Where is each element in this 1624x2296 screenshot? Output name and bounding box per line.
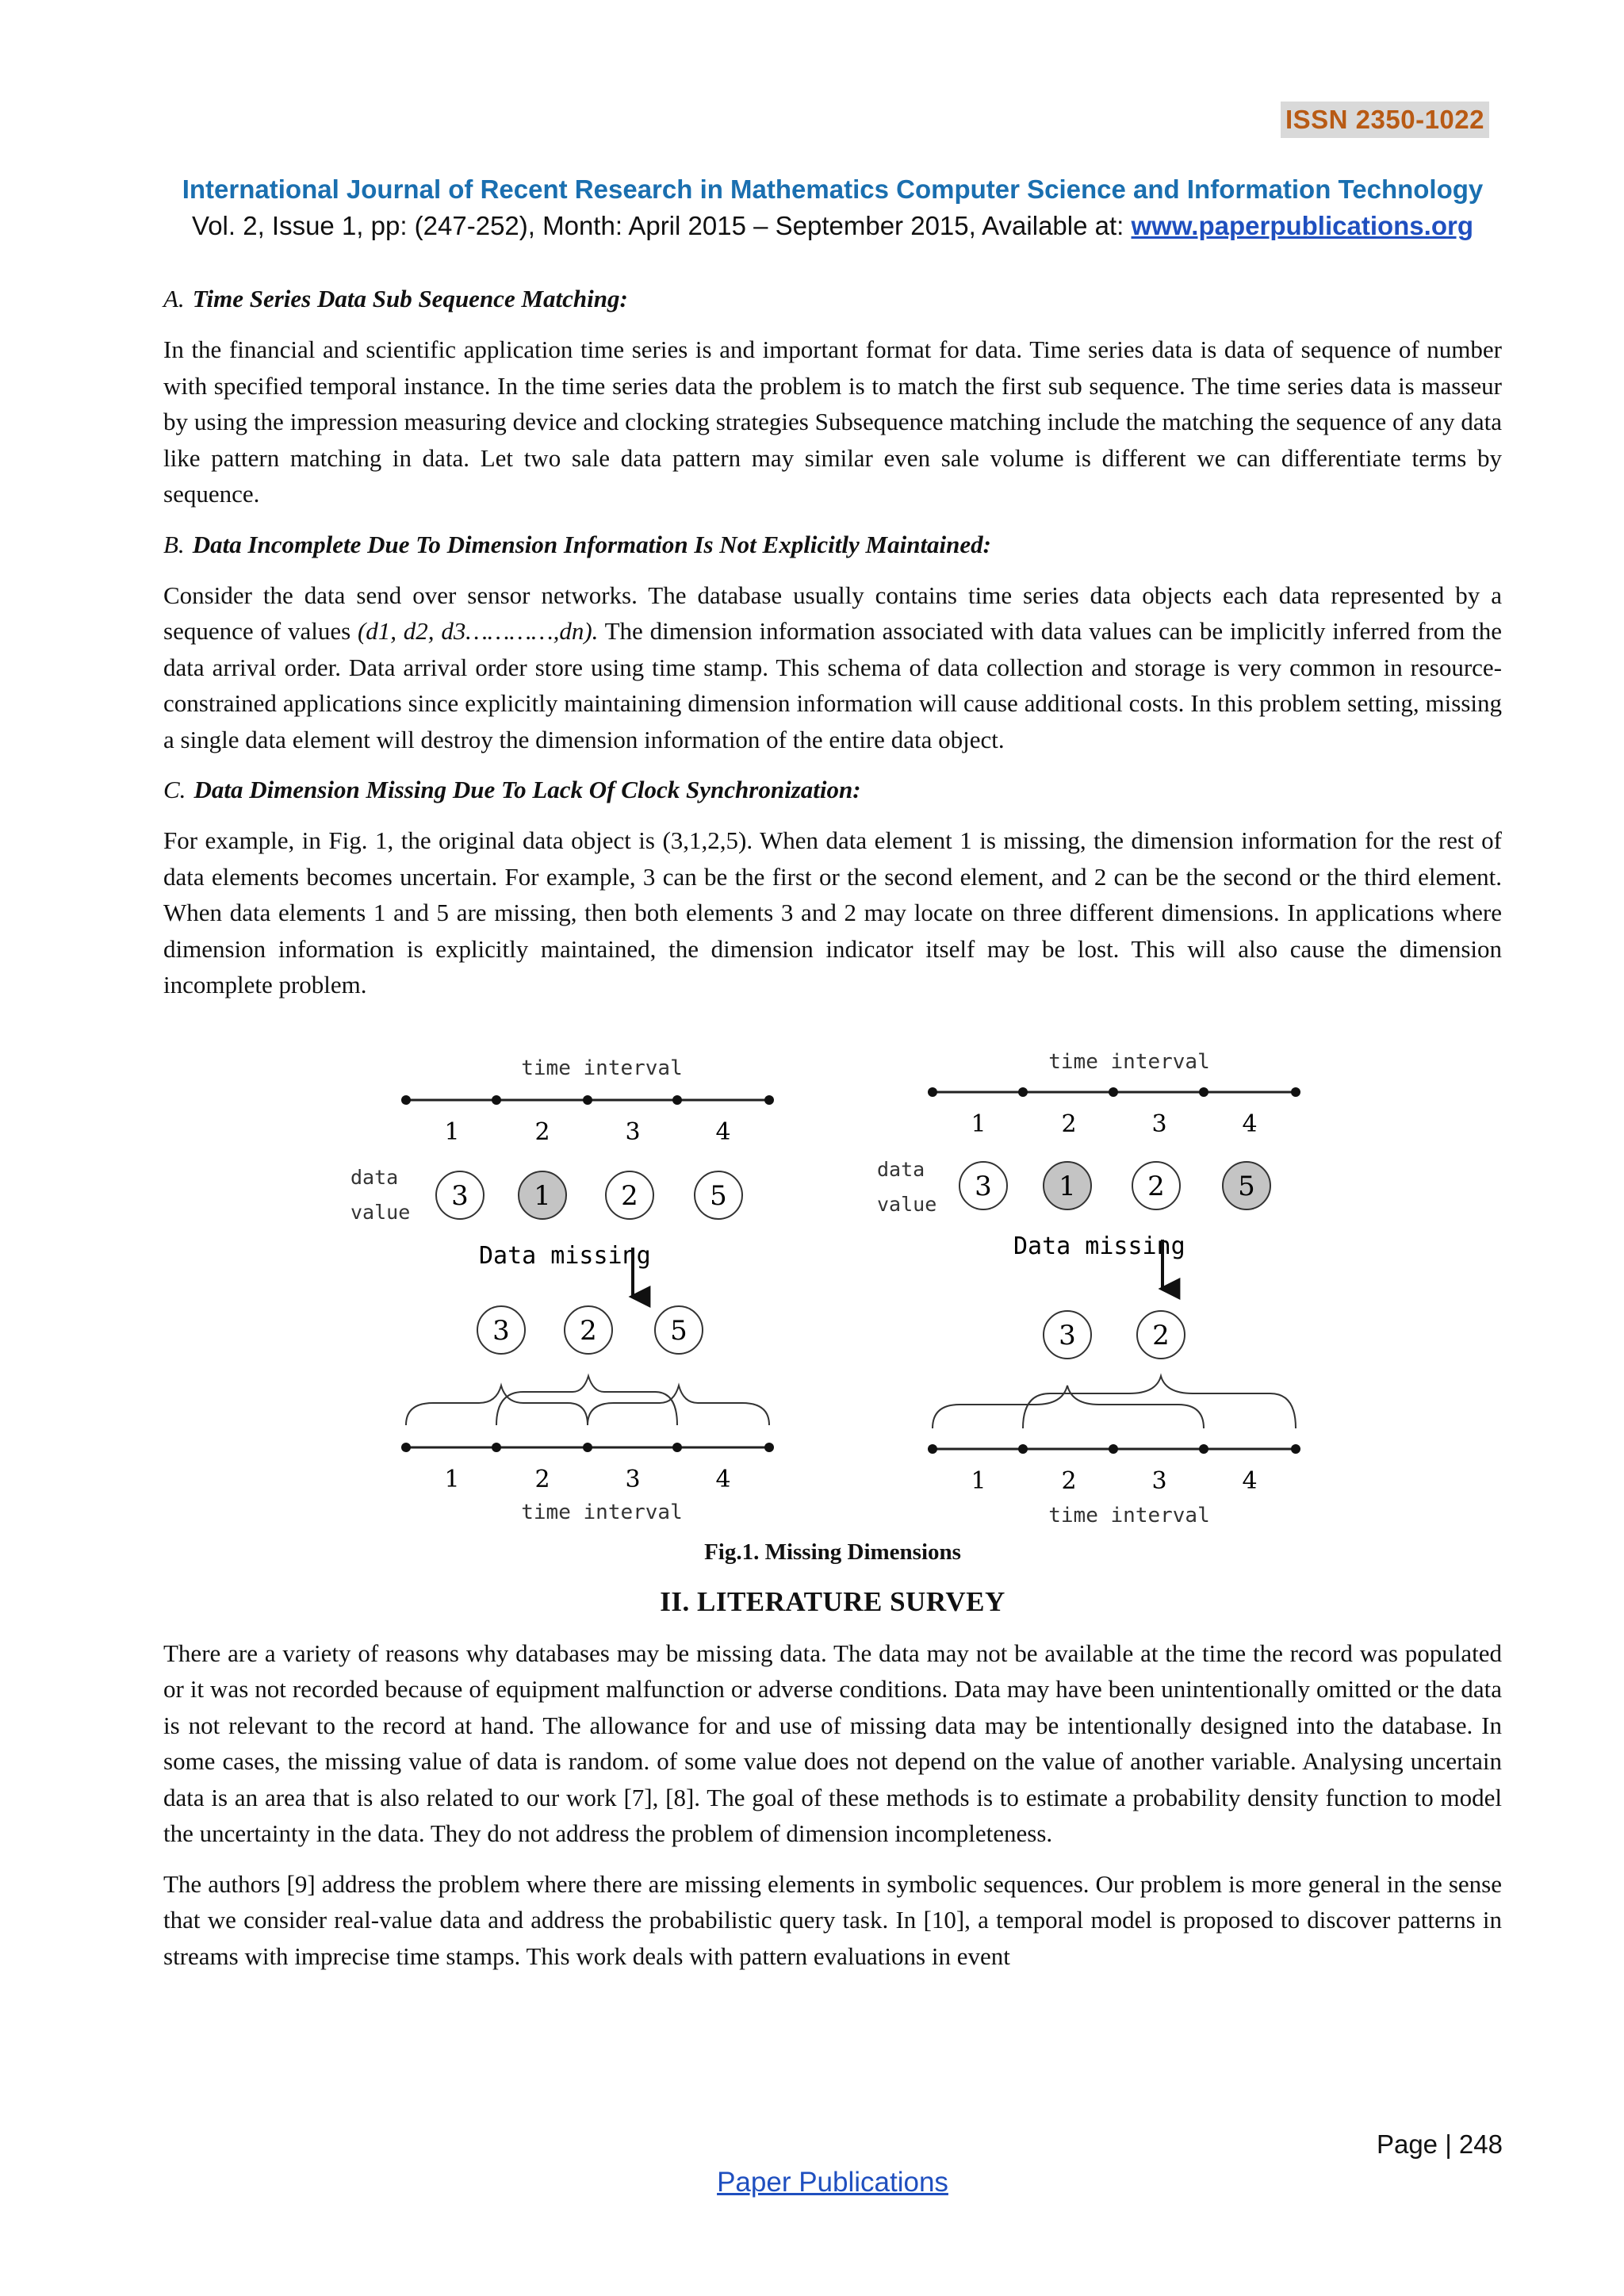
tick-label: 4 xyxy=(1242,1110,1258,1138)
timeline-dot xyxy=(583,1443,592,1452)
subsection-b-body xyxy=(163,577,1502,758)
timeline-dot xyxy=(672,1095,682,1105)
data-value: 2 xyxy=(1152,1319,1170,1351)
figure-missing-dimensions xyxy=(163,1027,1502,1535)
timeline-dot xyxy=(401,1443,411,1452)
value-label: value xyxy=(877,1192,937,1216)
timeline-dot xyxy=(1018,1087,1028,1097)
tick-label: 2 xyxy=(1061,1110,1077,1138)
data-value: 3 xyxy=(451,1179,469,1212)
subsection-c-body: For example, in Fig. 1, the original data object is (3,1,2,5). When data element 1 is missing, the dimension information for the rest of data elements becomes uncertain. For example, 3 can be the first or the second element, and 2 can be the second or the third element. When data elements 1 and 5 are missing, then both elements 3 and 2 may locate on three different dimensions. In applications where dimension information is explicitly maintained, the dimension indicator itself may be lost. This will also cause the dimension incomplete problem. xyxy=(163,826,1502,999)
body-text: The dimension information associated with data values can be implicitly inferred from the data arrival order. Data arrival order store using time stamp. This schema of data collection and storage is very common in resource-constrained applications since explicitly maintaining dimension information will cause additional costs. In this problem setting, missing a single data element will destroy the dimension information of the entire data object. xyxy=(163,617,1503,753)
figure-diagram xyxy=(163,1027,1502,1535)
timeline-dot xyxy=(492,1443,501,1452)
subsection-title: Data Dimension Missing Due To Lack Of Clock Synchronization: xyxy=(193,776,861,803)
timeline-dot xyxy=(764,1095,774,1105)
subsection-b-heading xyxy=(163,527,1502,563)
range-brace xyxy=(933,1386,1204,1428)
tick-label: 3 xyxy=(625,1465,641,1493)
data-value: 5 xyxy=(710,1179,727,1212)
article-body xyxy=(163,281,1502,1988)
timeline-dot xyxy=(1291,1087,1300,1097)
timeline-dot xyxy=(1109,1444,1118,1454)
tick-label: 3 xyxy=(1151,1466,1167,1495)
data-value: 2 xyxy=(621,1179,638,1212)
tick-label: 2 xyxy=(534,1117,550,1146)
sequence-notation: (d1, d2, d3…………,dn). xyxy=(357,617,599,645)
data-missing-label: Data missing xyxy=(1013,1232,1185,1260)
timeline-dot xyxy=(1109,1087,1118,1097)
data-value: 2 xyxy=(580,1314,597,1347)
timeline-dot xyxy=(583,1095,592,1105)
data-label: data xyxy=(877,1157,925,1181)
data-value: 1 xyxy=(1059,1170,1076,1202)
data-value: 2 xyxy=(1147,1170,1165,1202)
subsection-title: Data Incomplete Due To Dimension Information Is Not Explicitly Maintained: xyxy=(192,530,991,558)
data-value: 5 xyxy=(1238,1170,1255,1202)
tick-label: 4 xyxy=(1242,1466,1258,1495)
tick-label: 1 xyxy=(971,1110,986,1138)
data-label: data xyxy=(350,1165,399,1189)
time-interval-label: time interval xyxy=(521,1500,683,1524)
section-heading-literature-survey: II. LITERATURE SURVEY xyxy=(660,1585,1005,1617)
timeline-dot xyxy=(1018,1444,1028,1454)
data-value: 1 xyxy=(534,1179,551,1212)
page-number: Page | 248 xyxy=(1376,2129,1503,2159)
right-panel xyxy=(877,1050,1300,1527)
timeline-dot xyxy=(672,1443,682,1452)
timeline-dot xyxy=(1291,1444,1300,1454)
timeline-dot xyxy=(764,1443,774,1452)
figure-caption: Fig.1. Missing Dimensions xyxy=(704,1539,961,1565)
timeline-dot xyxy=(1199,1444,1208,1454)
journal-title: International Journal of Recent Research in Mathematics Computer Science and Information Technology xyxy=(182,174,1484,204)
value-label: value xyxy=(350,1200,411,1224)
data-value: 3 xyxy=(975,1170,992,1202)
data-value: 5 xyxy=(670,1314,688,1347)
subsection-title: Time Series Data Sub Sequence Matching: xyxy=(192,285,628,312)
tick-label: 1 xyxy=(971,1466,986,1495)
tick-label: 4 xyxy=(715,1465,731,1493)
survey-paragraph-2: The authors [9] address the problem where there are missing elements in symbolic sequences. Our problem is more general in the sense that we consider real-value data and address the probabilistic query task. In [10], a temporal model is proposed to discover patterns in streams with imprecise time stamps. This work deals with pattern evaluations in event xyxy=(163,1869,1502,1970)
tick-label: 3 xyxy=(1151,1110,1167,1138)
tick-label: 2 xyxy=(1061,1466,1077,1495)
time-interval-label: time interval xyxy=(1048,1049,1210,1074)
tick-label: 1 xyxy=(444,1465,460,1493)
tick-label: 3 xyxy=(625,1117,641,1146)
subsection-label: C. xyxy=(163,776,186,803)
data-value: 3 xyxy=(1059,1319,1076,1351)
timeline-dot xyxy=(401,1095,411,1105)
time-interval-label: time interval xyxy=(521,1056,683,1080)
tick-label: 4 xyxy=(715,1117,731,1146)
volume-line xyxy=(0,211,1624,241)
left-panel xyxy=(350,1056,774,1524)
timeline-dot xyxy=(928,1087,937,1097)
subsection-a-body: In the financial and scientific application time series is and important format for data. Time series data is data of sequence of number with specified temporal instance. In the time series data the problem is to match the first sub sequence. The time series data is masseur by using the impression measuring device and clocking strategies Subsequence matching include the matching the sequence of any data like pattern matching in data. Let two sale data pattern may similar even sale volume is different we can differentiate terms by sequence. xyxy=(163,335,1502,508)
survey-paragraph-1: There are a variety of reasons why databases may be missing data. The data may not be available at the time the record was populated or it was not recorded because of equipment malfunction or adverse conditions. Data may have been unintentionally omitted or the data is not relevant to the record at hand. The allowance for and use of missing data may be intentionally designed into the database. In some cases, the missing value of data is random. of some value does not depend on the value of another variable. Analysing uncertain data is an area that is also related to our work [7], [8]. The goal of these methods is to estimate a probability density function to model the uncertainty in the data. They do not address the problem of dimension incompleteness. xyxy=(163,1639,1502,1847)
timeline-dot xyxy=(492,1095,501,1105)
timeline-dot xyxy=(928,1444,937,1454)
journal-website-link[interactable]: www.paperpublications.org xyxy=(1131,211,1473,240)
timeline-dot xyxy=(1199,1087,1208,1097)
volume-info: Vol. 2, Issue 1, pp: (247-252), Month: April 2015 – September 2015, Available at: xyxy=(192,211,1132,240)
publisher-link[interactable]: Paper Publications xyxy=(717,2167,948,2198)
body-text: Consider the data send over sensor networks. The database usually contains time series data objects each data represented by a sequence of values xyxy=(163,581,1502,645)
tick-label: 2 xyxy=(534,1465,550,1493)
range-brace xyxy=(1023,1376,1296,1428)
tick-label: 1 xyxy=(444,1117,460,1146)
issn-badge: ISSN 2350-1022 xyxy=(1281,102,1489,138)
subsection-label: B. xyxy=(163,530,185,558)
subsection-a-heading xyxy=(163,281,1502,317)
subsection-label: A. xyxy=(163,285,185,312)
data-missing-label: Data missing xyxy=(479,1241,651,1270)
time-interval-label: time interval xyxy=(1048,1503,1210,1527)
subsection-c-heading xyxy=(163,772,1502,808)
data-value: 3 xyxy=(492,1314,510,1347)
